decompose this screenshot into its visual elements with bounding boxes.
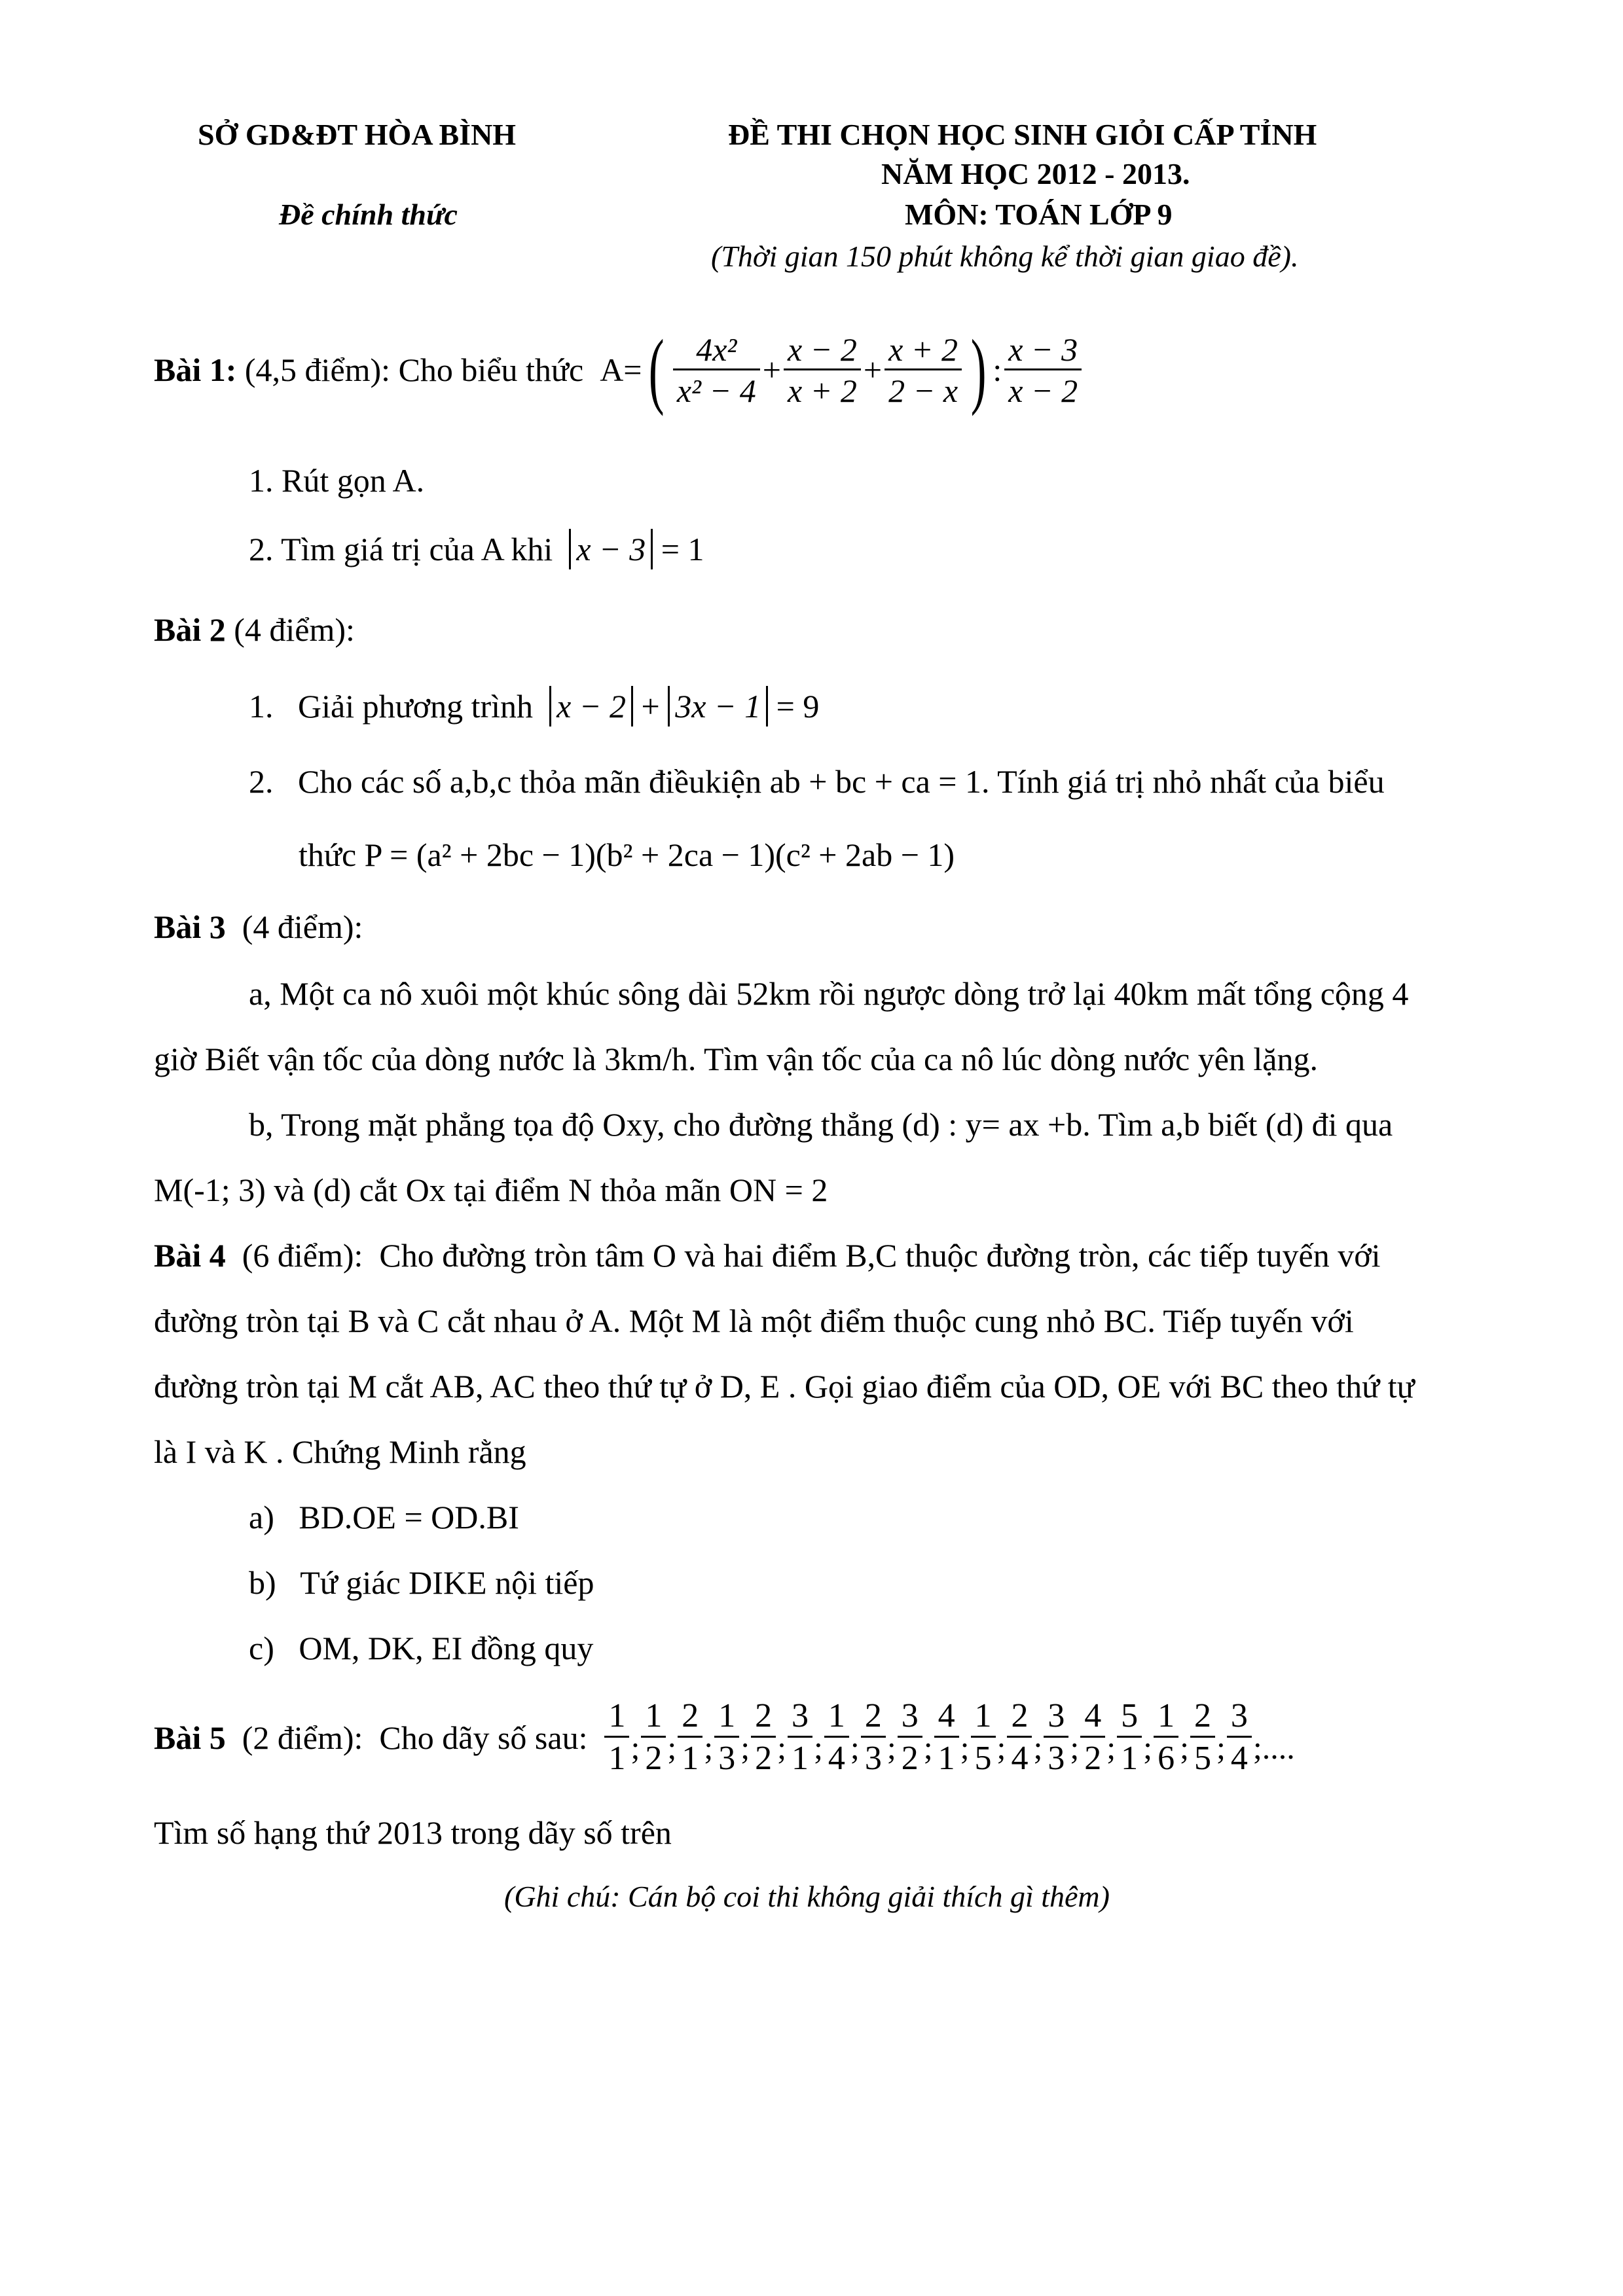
footer-note: (Ghi chú: Cán bộ coi thi không giải thích gì thêm) — [504, 1880, 1110, 1913]
time-note: (Thời gian 150 phút không kể thời gian giao đề). — [711, 240, 1299, 273]
term-separator: ; — [630, 1729, 640, 1766]
bai4-item-a: a) BD.OE = OD.BI — [249, 1499, 519, 1535]
term-separator: ; — [996, 1729, 1006, 1766]
sequence-term — [971, 1699, 996, 1776]
official-label: Đề chính thức — [279, 198, 458, 231]
term-separator: ; — [1143, 1729, 1153, 1766]
sequence-term — [934, 1699, 959, 1776]
term-separator: ; — [886, 1729, 896, 1766]
bai2-q1: 1. Giải phương trình x − 2 + 3x − 1 = 9 — [249, 686, 819, 726]
sequence-term — [751, 1699, 776, 1776]
term-denominator: 1 — [934, 1736, 959, 1776]
term-numerator: 3 — [1048, 1697, 1065, 1734]
term-numerator: 3 — [1230, 1697, 1248, 1734]
term-denominator: 2 — [641, 1736, 666, 1776]
term-separator: ; — [1106, 1729, 1116, 1766]
term-numerator: 1 — [1158, 1697, 1175, 1734]
sequence-term — [604, 1699, 629, 1776]
term-numerator: 1 — [718, 1697, 736, 1734]
term-separator: ; — [1216, 1729, 1226, 1766]
term-denominator: 6 — [1154, 1736, 1178, 1776]
term-denominator: 5 — [971, 1736, 996, 1776]
term-numerator: 2 — [1194, 1697, 1211, 1734]
fraction-2: $\frac{x - 2}{x + 2}$ — [784, 333, 861, 407]
term-denominator: 4 — [1007, 1736, 1032, 1776]
abs-expr: x − 3 — [569, 529, 653, 569]
fraction-1: $\frac{\text{4x²}}{\text{x² − 4}}$ — [673, 333, 760, 407]
term-denominator: 3 — [861, 1736, 886, 1776]
term-denominator: 1 — [1117, 1736, 1142, 1776]
term-numerator: 4 — [938, 1697, 955, 1734]
term-denominator: 2 — [751, 1736, 776, 1776]
term-separator: ; — [1070, 1729, 1080, 1766]
term-denominator: 1 — [788, 1736, 812, 1776]
fraction-sequence — [604, 1699, 1295, 1776]
bai3-heading: Bài 3 (4 điểm): — [154, 908, 363, 945]
bai2-heading: Bài 2 (4 điểm): — [154, 611, 355, 648]
bai3-a-line2: giờ Biết vận tốc của dòng nước là 3km/h. Tìm vận tốc của ca nô lúc dòng nước yên lặng. — [154, 1041, 1318, 1077]
term-numerator: 3 — [792, 1697, 809, 1734]
sequence-term — [898, 1699, 922, 1776]
bai4-line1: Bài 4 (6 điểm): Cho đường tròn tâm O và hai điểm B,C thuộc đường tròn, các tiếp tuyến với — [154, 1237, 1381, 1274]
term-denominator: 4 — [824, 1736, 849, 1776]
term-numerator: 3 — [901, 1697, 919, 1734]
bai4-item-c: c) OM, DK, EI đồng quy — [249, 1630, 594, 1666]
bai4-line3: đường tròn tại M cắt AB, AC theo thứ tự ở D, E . Gọi giao điểm của OD, OE với BC theo thứ tự — [154, 1368, 1415, 1405]
term-numerator: 1 — [645, 1697, 663, 1734]
term-separator: ; — [960, 1729, 970, 1766]
term-separator: ; — [923, 1729, 933, 1766]
subject: MÔN: TOÁN LỚP 9 — [905, 198, 1173, 231]
term-numerator: 1 — [608, 1697, 626, 1734]
bai1-label: Bài 1: — [154, 351, 237, 388]
sequence-term — [1227, 1699, 1252, 1776]
school-year: NĂM HỌC 2012 - 2013. — [881, 157, 1190, 190]
term-numerator: 1 — [974, 1697, 992, 1734]
bai3-b-line2: M(-1; 3) và (d) cắt Ox tại điểm N thỏa mãn ON = 2 — [154, 1172, 828, 1208]
fraction-3: $\frac{x + 2}{2 - x}$ — [884, 333, 962, 407]
org-name: SỞ GD&ĐT HÒA BÌNH — [198, 118, 517, 151]
term-denominator: 5 — [1190, 1736, 1215, 1776]
term-denominator: 3 — [1044, 1736, 1068, 1776]
term-numerator: 4 — [1084, 1697, 1102, 1734]
sequence-term — [1117, 1699, 1142, 1776]
bai5-line: Bài 5 (2 điểm): Cho dãy số sau: $\frac{1}{1}$ ; $\frac{1}{2}$ ; $\frac{2}{1}$ ; $\frac{1}{3}$ ; $\frac{2}{2}$ ; $\frac{3}{1}$ ; $\frac{1}{4}$ ; $\frac{2}{3}$ ; $\frac{3}{2}$ ; $\frac{4}{1}$ ; $\frac{1}{5}$ ; $\frac{2}{4}$ ; $\frac{3}{3}$ ; $\frac{4}{2}$ ; $\frac{5}{1}$ ; $\frac{1}{6}$ ; $\frac{2}{5}$ ; $\frac{3}{4}$ ;.... — [154, 1697, 1295, 1777]
bai1-q1: 1. Rút gọn A. — [249, 462, 425, 499]
term-denominator: 4 — [1227, 1736, 1252, 1776]
sequence-term — [824, 1699, 849, 1776]
left-paren: ( — [648, 323, 665, 417]
fraction-4: $\frac{x - 3}{x - 2}$ — [1004, 333, 1082, 407]
term-separator: ; — [777, 1729, 786, 1766]
term-denominator: 2 — [1080, 1736, 1105, 1776]
term-denominator: 1 — [678, 1736, 702, 1776]
sequence-term — [1044, 1699, 1068, 1776]
term-separator: ;.... — [1252, 1729, 1295, 1766]
term-numerator: 2 — [682, 1697, 699, 1734]
sequence-term — [861, 1699, 886, 1776]
term-separator: ; — [850, 1729, 860, 1766]
term-separator: ; — [1180, 1729, 1189, 1766]
sequence-term — [1154, 1699, 1178, 1776]
right-paren: ) — [970, 323, 987, 417]
bai1-q2: 2. Tìm giá trị của A khi x − 3 = 1 — [249, 529, 704, 569]
term-numerator: 2 — [864, 1697, 882, 1734]
exam-title: ĐỀ THI CHỌN HỌC SINH GIỎI CẤP TỈNH — [728, 118, 1317, 151]
bai3-b-line1: b, Trong mặt phẳng tọa độ Oxy, cho đường thẳng (d) : y= ax +b. Tìm a,b biết (d) đi qua — [249, 1106, 1393, 1143]
term-numerator: 5 — [1121, 1697, 1139, 1734]
bai1-intro: Cho biểu thức — [398, 351, 584, 388]
term-numerator: 2 — [755, 1697, 773, 1734]
term-denominator: 3 — [714, 1736, 739, 1776]
term-denominator: 2 — [898, 1736, 922, 1776]
term-separator: ; — [704, 1729, 714, 1766]
bai4-item-b: b) Tứ giác DIKE nội tiếp — [249, 1564, 594, 1601]
sequence-term — [678, 1699, 702, 1776]
term-numerator: 2 — [1011, 1697, 1029, 1734]
term-denominator: 1 — [604, 1736, 629, 1776]
term-separator: ; — [667, 1729, 677, 1766]
sequence-term — [788, 1699, 812, 1776]
bai3-a-line1: a, Một ca nô xuôi một khúc sông dài 52km rồi ngược dòng trở lại 40km mất tổng cộng 4 — [249, 975, 1409, 1012]
bai4-line2: đường tròn tại B và C cắt nhau ở A. Một M là một điểm thuộc cung nhỏ BC. Tiếp tuyến với — [154, 1302, 1354, 1339]
bai1-lhs: A= — [600, 351, 642, 388]
term-separator: ; — [740, 1729, 750, 1766]
term-separator: ; — [814, 1729, 823, 1766]
bai1-line: Bài 1: (4,5 điểm): Cho biểu thức A= ( $\frac{\text{4x²}}{\text{x² − 4}}$ + $\frac{x - 2}{x + 2}$ + $\frac{x + 2}{2 - x}$ ) : $\frac{x - 3}{x - 2}$ — [154, 327, 1084, 412]
bai4-line4: là I và K . Chứng Minh rằng — [154, 1433, 526, 1470]
sequence-term — [1080, 1699, 1105, 1776]
bai1-points: (4,5 điểm): — [244, 351, 391, 388]
sequence-term — [714, 1699, 739, 1776]
sequence-term — [641, 1699, 666, 1776]
sequence-term — [1007, 1699, 1032, 1776]
bai2-q2: 2. Cho các số a,b,c thỏa mãn điềukiện ab + bc + ca = 1. Tính giá trị nhỏ nhất của biểu — [249, 763, 1385, 800]
term-separator: ; — [1033, 1729, 1043, 1766]
bai2-q2-expr: thức P = (a² + 2bc − 1)(b² + 2ca − 1)(c² + 2ab − 1) — [299, 836, 955, 873]
bai5-question: Tìm số hạng thứ 2013 trong dãy số trên — [154, 1814, 672, 1851]
sequence-term — [1190, 1699, 1215, 1776]
term-numerator: 1 — [828, 1697, 845, 1734]
